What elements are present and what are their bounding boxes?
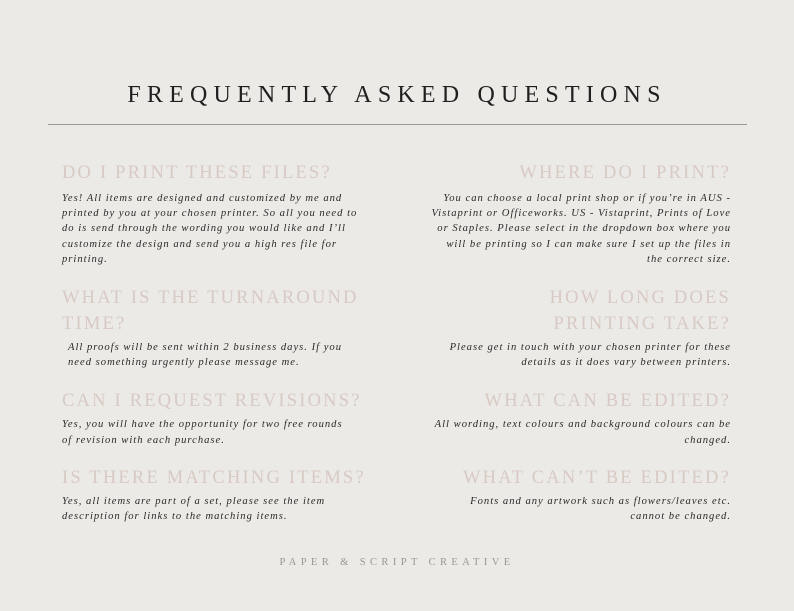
faq-answer: Yes! All items are designed and customized by me and printed by you at your chosen printer. So all you need to do is send through the wording you would like and I’ll customize the design and send you a high res file for printing. — [62, 193, 358, 265]
faq-item-printing-time — [431, 285, 731, 370]
faq-answer: You can choose a local print shop or if you’re in AUS - Vistaprint or Officeworks. US - Vistaprint, Prints of Love or Staples. Please select in the dropdown box where you will be printing so I can make sure I set up the files in the correct size. — [431, 193, 731, 265]
faq-item-revisions — [62, 390, 362, 447]
faq-answer: All proofs will be sent within 2 business days. If you need something urgently please message me. — [68, 342, 343, 369]
page-title: FREQUENTLY ASKED QUESTIONS — [127, 82, 667, 108]
faq-item-matching — [62, 467, 366, 524]
faq-question: WHERE DO I PRINT? — [519, 163, 731, 183]
faq-question: CAN I REQUEST REVISIONS? — [62, 391, 362, 412]
faq-question: WHAT CAN BE EDITED? — [484, 391, 731, 412]
faq-answer: Please get in touch with your chosen printer for these details as it does vary between printers. — [449, 342, 731, 369]
title-divider — [48, 124, 747, 125]
faq-question: DO I PRINT THESE FILES? — [62, 163, 332, 183]
brand-footer: PAPER & SCRIPT CREATIVE — [279, 557, 515, 568]
faq-left-column — [62, 162, 366, 524]
faq-item-print-files — [62, 162, 362, 267]
faq-answer: All wording, text colours and background colours can be changed. — [434, 419, 731, 446]
faq-answer: Yes, all items are part of a set, please see the item description for links to the matching items. — [62, 495, 326, 523]
faq-item-cant-edit — [431, 467, 731, 524]
faq-item-turnaround — [62, 285, 362, 370]
faq-item-can-edit — [431, 390, 731, 447]
faq-item-where-print — [431, 162, 731, 267]
faq-question: HOW LONG DOES PRINTING TAKE? — [549, 288, 731, 335]
faq-question: WHAT IS THE TURNAROUND TIME? — [62, 288, 359, 335]
faq-question: WHAT CAN’T BE EDITED? — [463, 467, 731, 488]
faq-question: IS THERE MATCHING ITEMS? — [62, 467, 366, 488]
faq-right-column — [431, 162, 731, 524]
faq-answer: Fonts and any artwork such as flowers/leaves etc. cannot be changed. — [470, 495, 731, 523]
faq-answer: Yes, you will have the opportunity for two free rounds of revision with each purchase. — [62, 419, 343, 446]
